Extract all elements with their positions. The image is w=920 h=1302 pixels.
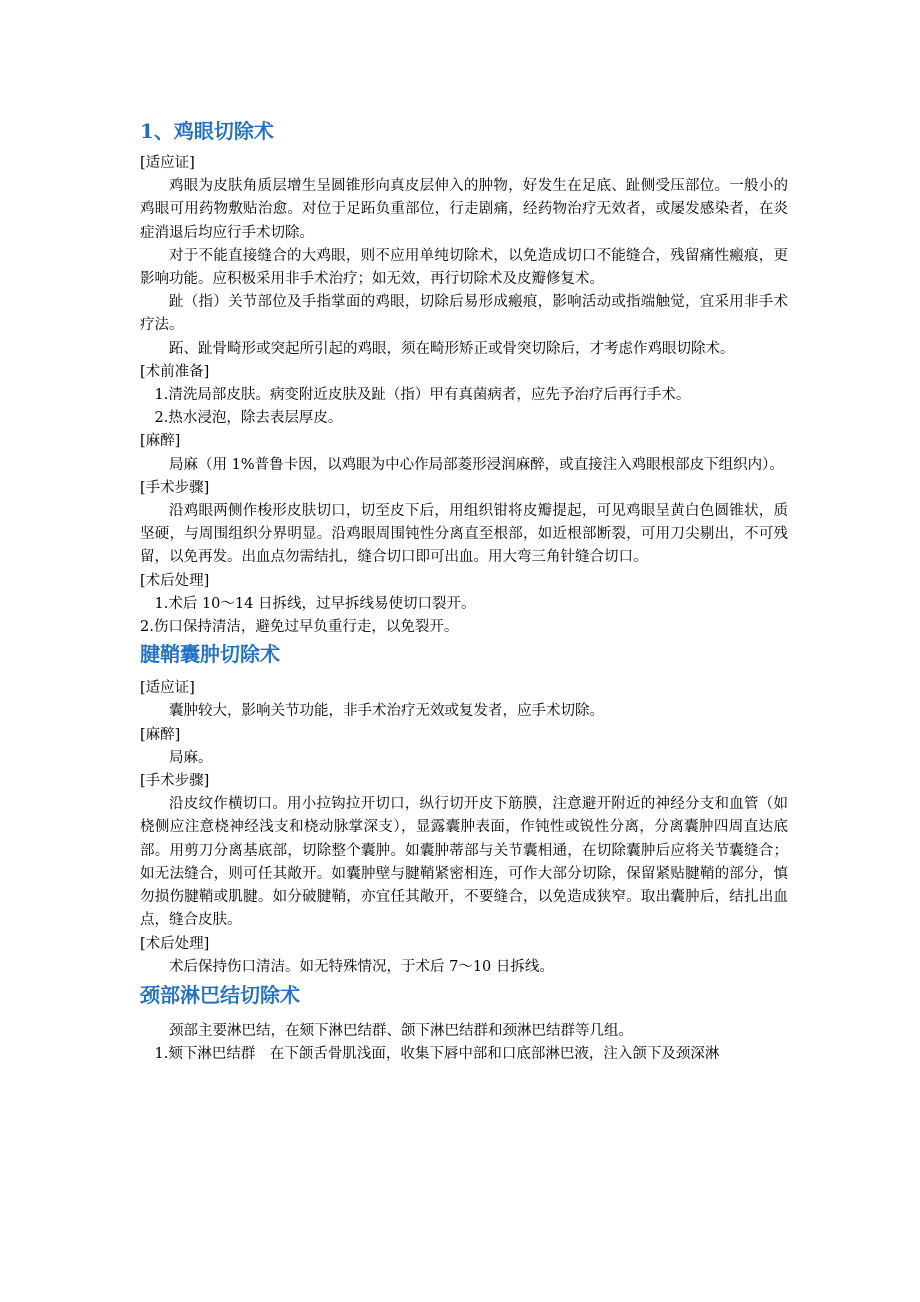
paragraph: 术后保持伤口清洁。如无特殊情况，于术后 7～10 日拆线。 [169, 958, 554, 975]
paragraph: 趾（指）关节部位及手指掌面的鸡眼，切除后易形成瘢痕，影响活动或指端触觉，宜采用非手术疗法。 [140, 294, 788, 334]
label-procedure: [手术步骤] [140, 479, 210, 496]
paragraph: 颈部主要淋巴结，在颏下淋巴结群、颌下淋巴结群和颈淋巴结群等几组。 [169, 1022, 633, 1039]
section-title-ganglion-excision: 腱鞘囊肿切除术 [140, 642, 280, 667]
label-anesthesia: [麻醉] [140, 726, 181, 743]
label-postop: [术后处理] [140, 572, 210, 589]
paragraph: 局麻。 [169, 749, 213, 766]
paragraph: 对于不能直接缝合的大鸡眼，则不应用单纯切除术，以免造成切口不能缝合，残留痛性瘢痕，更影响功能。应积极采用非手术治疗；如无效，再行切除术及皮瓣修复术。 [140, 247, 788, 288]
list-item: 1.术后 10～14 日拆线，过早拆线易使切口裂开。 [154, 595, 476, 612]
list-item: 2.伤口保持清洁，避免过早负重行走，以免裂开。 [140, 619, 459, 636]
label-postop: [术后处理] [140, 935, 210, 952]
section-title-lymph-node-excision: 颈部淋巴结切除术 [140, 982, 300, 1007]
label-indications: [适应证] [140, 155, 195, 171]
list-item: 1.颏下淋巴结群 在下颌舌骨肌浅面，收集下唇中部和口底部淋巴液，注入颌下及颈深淋 [154, 1046, 720, 1063]
paragraph: 鸡眼为皮肤角质层增生呈圆锥形向真皮层伸入的肿物，好发生在足底、趾侧受压部位。一般小的鸡眼可用药物敷贴治愈。对位于足跖负重部位，行走剧痛，经药物治疗无效者，或屡发感染者，在炎症消退后均应行手术切除。 [140, 178, 788, 241]
section-title-corn-excision: 1、鸡眼切除术 [140, 119, 274, 143]
paragraph: 沿皮纹作横切口。用小拉钩拉开切口，纵行切开皮下筋膜，注意避开附近的神经分支和血管（如桡侧应注意桡神经浅支和桡动脉掌深支），显露囊肿表面，作钝性或锐性分离，分离囊肿四周直达底部。用剪刀分离基底部，切除整个囊肿。如囊肿蒂部与关节囊相通，在切除囊肿后应将关节囊缝合；如无法缝合，则可任其敞开。如囊肿壁与腱鞘紧密相连，可作大部分切除，保留紧贴腱鞘的部分，慎勿损伤腱鞘或肌腱。如分破腱鞘，亦宜任其敞开，不要缝合，以免造成狭窄。取出囊肿后，结扎出血点，缝合皮肤。 [140, 796, 788, 929]
list-item: 2.热水浸泡，除去表层厚皮。 [154, 410, 343, 427]
document-page [140, 118, 788, 1066]
label-preop: [术前准备] [140, 363, 210, 380]
label-indications: [适应证] [140, 680, 195, 697]
paragraph: 囊肿较大，影响关节功能，非手术治疗无效或复发者，应手术切除。 [169, 703, 604, 720]
list-item: 1.清洗局部皮肤。病变附近皮肤及趾（指）甲有真菌病者，应先予治疗后再行手术。 [154, 387, 691, 404]
paragraph: 局麻（用 1%普鲁卡因，以鸡眼为中心作局部菱形浸润麻醉，或直接注入鸡眼根部皮下组织内）。 [169, 456, 784, 473]
paragraph: 跖、趾骨畸形或突起所引起的鸡眼，须在畸形矫正或骨突切除后，才考虑作鸡眼切除术。 [169, 340, 735, 357]
label-procedure: [手术步骤] [140, 773, 210, 790]
label-anesthesia: [麻醉] [140, 433, 181, 450]
paragraph: 沿鸡眼两侧作梭形皮肤切口，切至皮下后，用组织钳将皮瓣提起，可见鸡眼呈黄白色圆锥状，质坚硬，与周围组织分界明显。沿鸡眼周围钝性分离直至根部，如近根部断裂，可用刀尖剔出，不可残留，以免再发。出血点勿需结扎，缝合切口即可出血。用大弯三角针缝合切口。 [140, 503, 788, 566]
